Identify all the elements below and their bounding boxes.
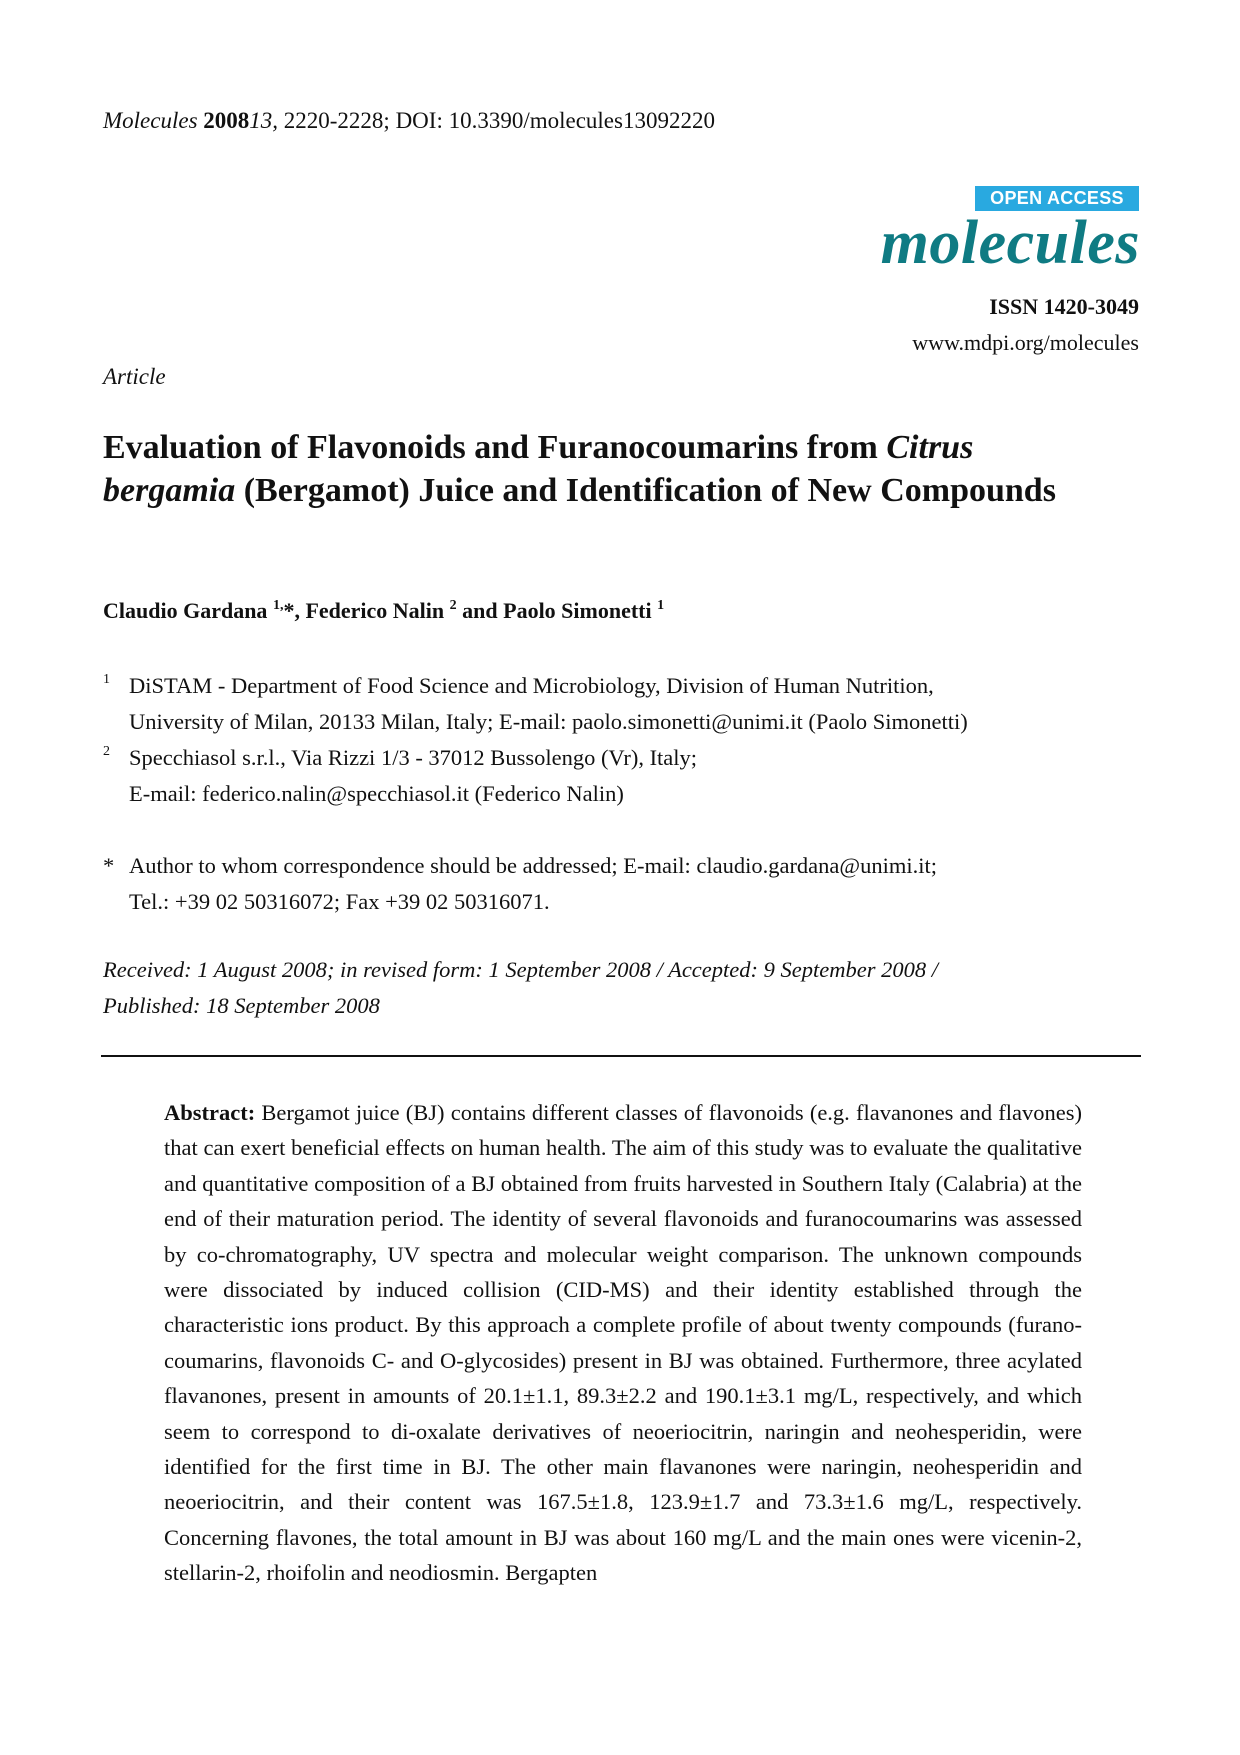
affiliation-2-line2: E-mail: federico.nalin@specchiasol.it (Federico Nalin) xyxy=(129,781,624,806)
citation-line xyxy=(103,108,715,134)
abstract-label: Abstract: xyxy=(164,1100,256,1125)
affiliation-1-number: 1 xyxy=(103,672,110,687)
journal-url[interactable]: www.mdpi.org/molecules xyxy=(912,330,1139,355)
citation-volume: 13, xyxy=(249,108,279,133)
affiliation-1-line1: DiSTAM - Department of Food Science and Microbiology, Division of Human Nutrition, xyxy=(129,673,934,698)
correspondence-star: * xyxy=(103,853,115,878)
author-2-affil: 2 xyxy=(449,598,457,613)
affiliation-2-number: 2 xyxy=(103,744,110,759)
affiliation-1-line2: University of Milan, 20133 Milan, Italy; E-mail: paolo.simonetti@unimi.it (Paolo Simonetti) xyxy=(129,709,968,734)
author-2: Federico Nalin xyxy=(305,598,445,623)
citation-journal: Molecules xyxy=(103,108,198,133)
abstract xyxy=(164,1095,1082,1591)
author-3: Paolo Simonetti xyxy=(503,598,652,623)
citation-year: 2008 xyxy=(203,108,250,133)
correspondence-line2: Tel.: +39 02 50316072; Fax +39 02 50316071. xyxy=(129,889,550,914)
correspondence-line1: Author to whom correspondence should be addressed; E-mail: claudio.gardana@unimi.it; xyxy=(129,853,938,878)
author-3-affil: 1 xyxy=(657,598,665,613)
publication-dates xyxy=(103,952,1103,1024)
header-divider xyxy=(101,1055,1141,1057)
title-species: Citrus bergamia xyxy=(103,429,974,509)
author-1-corresponding: *, xyxy=(283,598,306,623)
dates-line1: Received: 1 August 2008; in revised form: 1 September 2008 / Accepted: 9 September 2008 / xyxy=(103,957,938,982)
citation-pages-doi: 2220-2228; DOI: 10.3390/molecules13092220 xyxy=(278,108,715,133)
title-part2: (Bergamot) Juice and Identification of New Compounds xyxy=(235,472,1056,509)
article-type: Article xyxy=(103,364,166,389)
open-access-badge: OPEN ACCESS xyxy=(975,186,1139,211)
paper-title xyxy=(103,426,1103,512)
abstract-text: Bergamot juice (BJ) contains different classes of flavonoids (e.g. flavanones and flavones) that can exert beneficial effects on human health. The aim of this study was to evaluate the qualitative and quantitative composition of a BJ obtained from fruits harvested in Southern Italy (Calabria) at the end of their maturation period. The identity of several flavonoids and furanocoumarins was assessed by co-chromatography, UV spectra and molecular weight comparison. The unknown compounds were dissociated by induced collision (CID-MS) and their identity established through the characteristic ions product. By this approach a complete profile of about twenty compounds (furano-coumarins, flavonoids C- and O-glycosides) present in BJ was obtained. Furthermore, three acylated flavanones, present in amounts of 20.1±1.1, 89.3±2.2 and 190.1±3.1 mg/L, respectively, and which seem to correspond to di-oxalate derivatives of neoeriocitrin, naringin and neohesperidin, were identified for the first time in BJ. The other main flavanones were naringin, neohesperidin and neoeriocitrin, and their content was 167.5±1.8, 123.9±1.7 and 73.3±1.6 mg/L, respectively. Concerning flavones, the total amount in BJ was about 160 mg/L and the main ones were vicenin-2, stellarin-2, rhoifolin and neodiosmin. Bergapten xyxy=(164,1100,1082,1586)
journal-logo-text: molecules xyxy=(880,209,1140,277)
author-1-affil: 1, xyxy=(272,598,284,613)
author-1: Claudio Gardana xyxy=(103,598,268,623)
author-list xyxy=(103,598,664,624)
title-part1: Evaluation of Flavonoids and Furanocoumarins from xyxy=(103,429,887,466)
dates-line2: Published: 18 September 2008 xyxy=(103,993,380,1018)
affiliation-2-line1: Specchiasol s.r.l., Via Rizzi 1/3 - 37012 Bussolengo (Vr), Italy; xyxy=(129,745,698,770)
author-separator: and xyxy=(456,598,504,623)
issn: ISSN 1420-3049 xyxy=(989,294,1139,319)
